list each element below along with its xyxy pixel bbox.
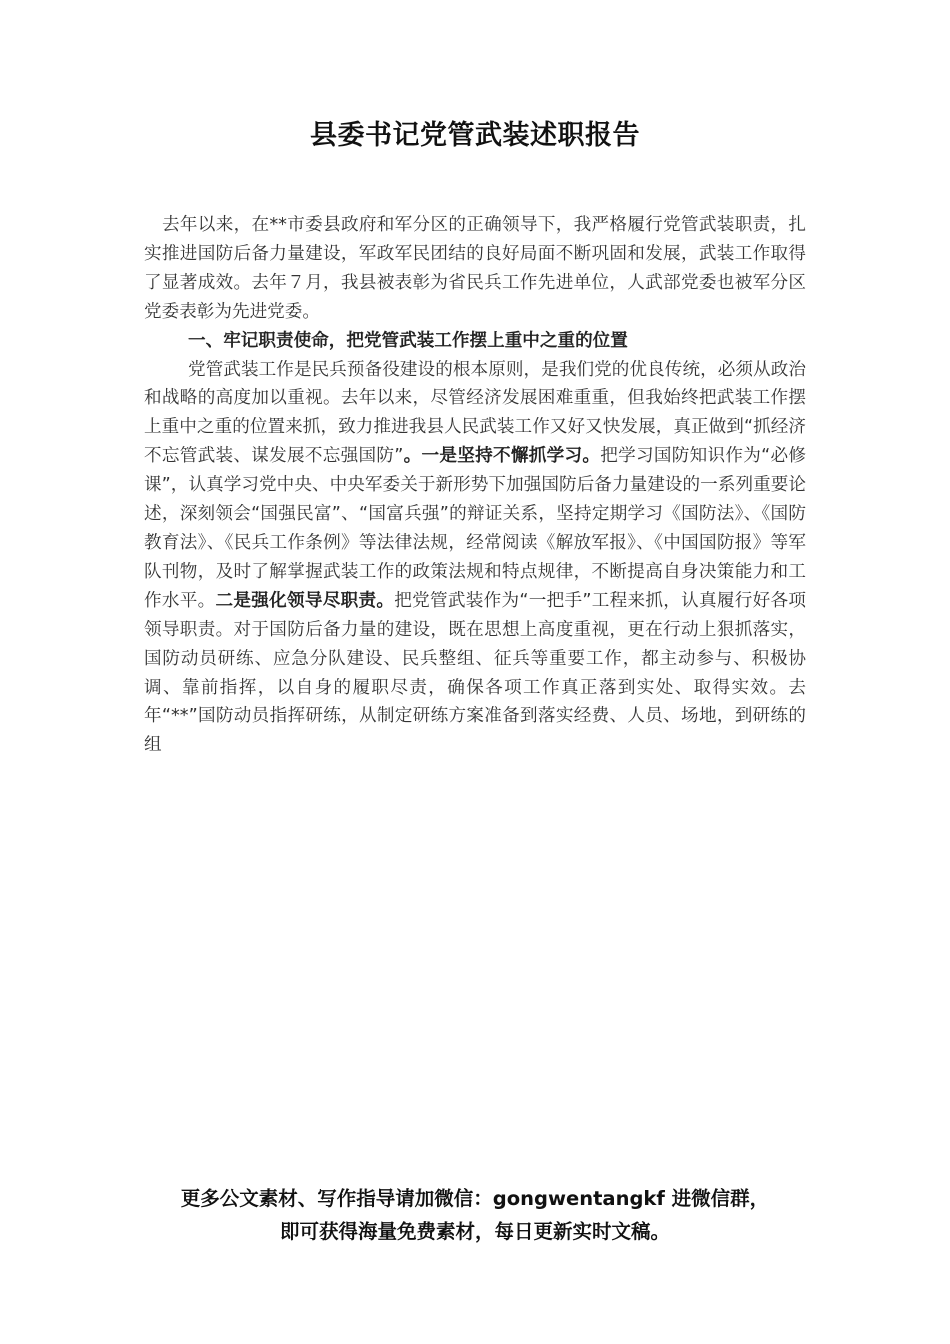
paragraph-text: 把党管武装作为“一把手”工程来抓，认真履行好各项领导职责。对于国防后备力量的建设，既在思想上高度重视，更在行动上狠抓落实，国防动员研练、应急分队建设、民兵整组、征兵等重要工作，都主动参与、积极协调、靠前指挥，以自身的履职尽责，确保各项工作真正落到实处、取得实效。去年“**”国防动员指挥研练，从制定研练方案准备到落实经费、人员、场地，到研练的组 (144, 590, 806, 756)
paragraph-text: 把学习国防知识作为“必修课”，认真学习党中央、中央军委关于新形势下加强国防后备力量建设的一系列重要论述，深刻领会“国强民富”、“国富兵强”的辩证关系，坚持定期学习《国防法》、《国防教育法》、《民兵工作条例》等法律法规，经常阅读《解放军报》、《中国国防报》等军队刊物，及时了解掌握武装工作的政策法规和特点规律，不断提高自身决策能力和工作水平。 (144, 446, 806, 611)
paragraph-text: 党管武装工作是民兵预备役建设的根本原则，是我们党的优良传统，必须从政治和战略的高度加以重视。去年以来，尽管经济发展困难重重，但我始终把武装工作摆上重中之重的位置来抓，致力推进我县人民武装工作又好又快发展，真正做到“抓经济不忘管武装、谋发展不忘强国防” (144, 359, 806, 467)
point-two-heading: 二是强化领导尽职责。 (215, 590, 395, 611)
promo-line-1: 更多公文素材、写作指导请加微信：gongwentangkf 进微信群， (180, 1187, 770, 1210)
document-body (144, 211, 806, 760)
section-heading-1: 一、牢记职责使命，把党管武装工作摆上重中之重的位置 (188, 330, 628, 351)
intro-paragraph: 去年以来，在**市委县政府和军分区的正确领导下，我严格履行党管武装职责，扎实推进国防后备力量建设，军政军民团结的良好局面不断巩固和发展，武装工作取得了显著成效。去年７月，我县被表彰为省民兵工作先进单位，人武部党委也被军分区党委表彰为先进党委。 (144, 215, 806, 322)
promo-footer (0, 1182, 950, 1248)
document-title: 县委书记党管武装述职报告 (310, 120, 640, 151)
section-paragraph-1 (144, 356, 806, 761)
point-one-heading: 。一是坚持不懈抓学习。 (403, 446, 601, 467)
promo-line-2: 即可获得海量免费素材，每日更新实时文稿。 (279, 1220, 670, 1243)
